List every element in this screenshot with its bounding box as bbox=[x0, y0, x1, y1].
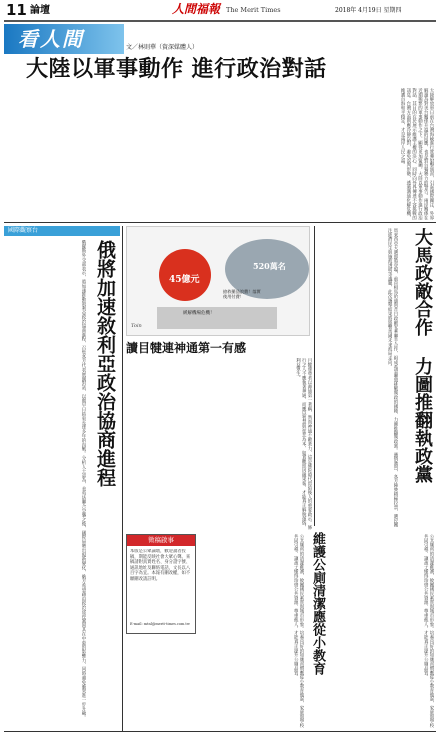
malay-headline: 大馬政敵合作 力圖推翻執政黨 bbox=[412, 228, 433, 483]
masthead-en: The Merit Times bbox=[226, 6, 281, 14]
column-logo-banner bbox=[4, 24, 124, 54]
cartoon-caption: 緩解機場危機！ bbox=[183, 311, 215, 316]
page-number: 11 bbox=[6, 1, 27, 19]
cartoon-credit: Toin bbox=[131, 323, 142, 329]
left-divider bbox=[122, 226, 123, 731]
edu-article-body: 公共廁所的清潔維護，攸關國民素質與城市形象。培養良好的如廁習慣應從小教育做起，家庭與學校共同引導，讓孩子懂得珍惜公共資源、尊重他人，才能真正提升公廁品質。 bbox=[293, 534, 304, 728]
byline: 文／林則華（資深媒體人） bbox=[126, 44, 199, 51]
notice-box bbox=[126, 534, 196, 634]
main-article-body: 大陸解放軍日前在台灣海峽進行實彈射擊演習，引起國際關注，外界解讀為對美台關係升溫的回應，也是對台獨勢力的警告。兩岸關係在近期頻繁的軍事動作之下，顯得更加緊繃。大陸以軍事動作進行政治對話，其目的在於展示維護主權的決心，同時向外界傳達不容挑戰的訊息。台灣方面則應冷靜以對，避免誤判形勢，透過溝通化解危機，維護台海和平穩定，才是兩岸人民之福。 bbox=[400, 88, 434, 220]
world-column-label: 國際觀察台 bbox=[4, 226, 120, 236]
cartoon-speech: 搶救藥品浪費！落實使用付費！ bbox=[223, 289, 261, 299]
cartoon-drawing bbox=[127, 227, 311, 337]
world-headline: 俄將加速敘利亞政治協商進程 bbox=[94, 240, 116, 487]
malay-article-body: 馬來西亞大選即將登場，前首相馬哈迪與昔日政敵安華聯手合作，組成希望聯盟挑戰執政的國陣，力圖推翻執政黨。選情激烈，各方陣營積極拉票，選民關注經濟民生與施政透明等議題，此次選舉結果將影響馬國未來政局走向。 bbox=[387, 228, 398, 528]
cartoon-badge: 45億元 bbox=[169, 275, 200, 285]
right-divider bbox=[314, 226, 315, 526]
footer-rule bbox=[4, 731, 436, 732]
header-rule bbox=[4, 20, 436, 22]
notice-title: 徵稿啟事 bbox=[127, 535, 195, 546]
health-headline: 讀目犍連神通第一有感 bbox=[126, 341, 247, 355]
page-header bbox=[0, 0, 440, 22]
column-logo: 看人間 bbox=[18, 27, 84, 51]
cartoon-ground bbox=[157, 307, 277, 329]
cartoon-ball-label: 520萬名 bbox=[253, 261, 286, 271]
notice-email: E-mail: mtnl@merit-times.com.tw bbox=[130, 622, 190, 626]
issue-date: 2018年 4月19日 星期四 bbox=[335, 7, 402, 14]
world-article-body: 俄羅斯外交部表示，將加速推動敘利亞政治協商進程，召集各方代表展開對話，以期早日結束長達多年的內戰。分析人士認為，美英法聯合空襲之後，國際局勢出現新變化，俄方希望藉由政治途徑鞏固其在中東的影響力，同時避免衝突進一步升級。 bbox=[81, 240, 86, 720]
edu-right-body: 公共廁所的清潔維護，攸關國民素質與城市形象。培養良好的如廁習慣應從小教育做起，家庭與學校共同引導，讓孩子懂得珍惜公共資源、尊重他人，才能真正提升公廁品質。 bbox=[423, 534, 434, 728]
cartoon bbox=[126, 226, 310, 336]
top-bottom-rule bbox=[4, 222, 436, 223]
health-article-body: 目犍連尊者以神通第一著稱，然而神通不敵業力，這是佛陀時代留給後人的重要啟示。修行之人不應執著神通，而應以智慧與慈悲為本，如實觀照因緣果報，才能真正解脫煩惱，利益眾生。 bbox=[295, 358, 312, 530]
section-name: 論壇 bbox=[30, 5, 50, 16]
notice-body: 本版是公眾論壇，歡迎讀者投稿，期能反映社會大眾心聲。來稿請附真實姓名、身分證字號、通訊地址及聯絡電話，文長以八百字為宜。本報有刪改權，如不願刪改請註明。 bbox=[130, 549, 191, 582]
edu-headline: 維護公廁清潔應從小教育 bbox=[310, 532, 325, 675]
main-headline: 大陸以軍事動作 進行政治對話 bbox=[26, 57, 327, 82]
masthead-logo: 人間福報 bbox=[172, 2, 221, 16]
